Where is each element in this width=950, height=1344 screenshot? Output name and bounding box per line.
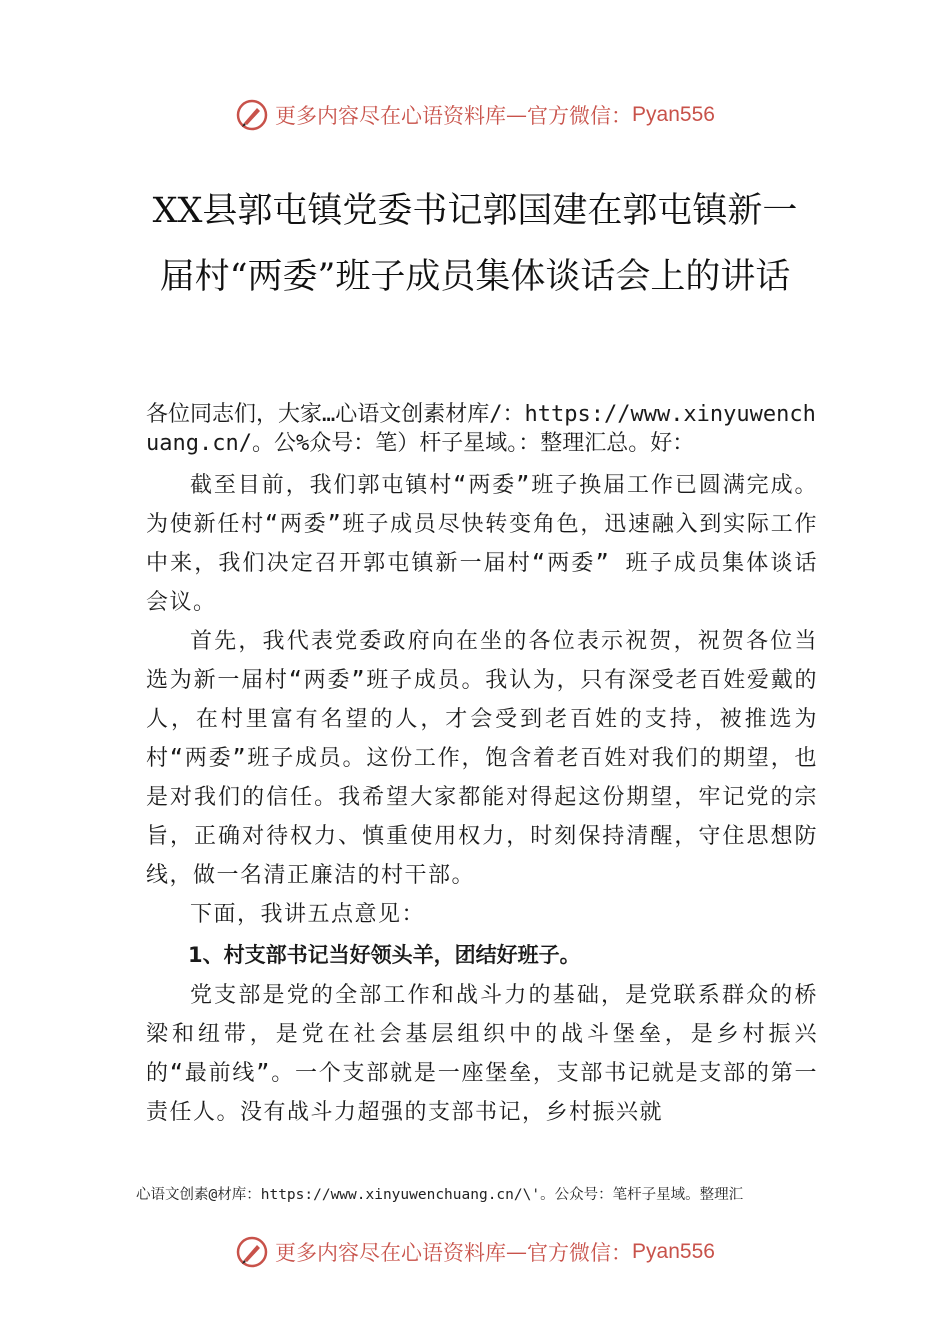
document-body: [146, 400, 818, 1132]
banner-contact-label: 官方微信：: [527, 1241, 633, 1265]
banner-contact-id: Pyan556: [632, 103, 715, 126]
section-heading: 1、村支部书记当好领头羊，团结好班子。: [188, 943, 581, 967]
intro-text: 各位同志们，大家…心语文创素材库/：https://www.xinyuwenchuang.cn/。公%众号：笔）杆子星域。：整理汇总。好：: [146, 402, 816, 456]
footer-watermark-text: 心语文创素@材库：https://www.xinyuwenchuang.cn/\'。公众号：笔杆子星域。整理汇: [136, 1187, 744, 1203]
banner-contact-label: 官方微信：: [527, 104, 633, 128]
pen-logo-icon: [235, 1235, 269, 1269]
paragraph-3: 下面，我讲五点意见：: [190, 902, 426, 927]
banner-contact-id: Pyan556: [632, 1240, 715, 1263]
document-title: XX县郭屯镇党委书记郭国建在郭屯镇新一届村“两委”班子成员集体谈话会上的讲话: [152, 191, 798, 297]
banner-dash: —: [506, 103, 528, 127]
banner-main-text: 更多内容尽在心语资料库: [275, 1241, 507, 1265]
banner-dash: —: [506, 1240, 528, 1264]
header-banner: [0, 95, 950, 135]
paragraph-4: 党支部是党的全部工作和战斗力的基础，是党联系群众的桥梁和纽带，是党在社会基层组织中的战斗堡垒，是乡村振兴的“最前线”。一个支部就是一座堡垒，支部书记就是支部的第一责任人。没有战斗力超强的支部书记，乡村振兴就: [146, 983, 818, 1125]
banner-main-text: 更多内容尽在心语资料库: [275, 104, 507, 128]
pen-logo-icon: [235, 98, 269, 132]
footer-banner: [0, 1232, 950, 1272]
paragraph-1: 截至目前，我们郭屯镇村“两委”班子换届工作已圆满完成。为使新任村“两委”班子成员尽快转变角色，迅速融入到实际工作中来，我们决定召开郭屯镇新一届村“两委” 班子成员集体谈话会议。: [146, 473, 818, 615]
paragraph-2: 首先，我代表党委政府向在坐的各位表示祝贺，祝贺各位当选为新一届村“两委”班子成员。我认为，只有深受老百姓爱戴的人，在村里富有名望的人，才会受到老百姓的支持，被推选为村“两委”班子成员。这份工作，饱含着老百姓对我们的期望，也是对我们的信任。我希望大家都能对得起这份期望，牢记党的宗旨，正确对待权力、慎重使用权力，时刻保持清醒，守住思想防线，做一名清正廉洁的村干部。: [146, 629, 818, 888]
